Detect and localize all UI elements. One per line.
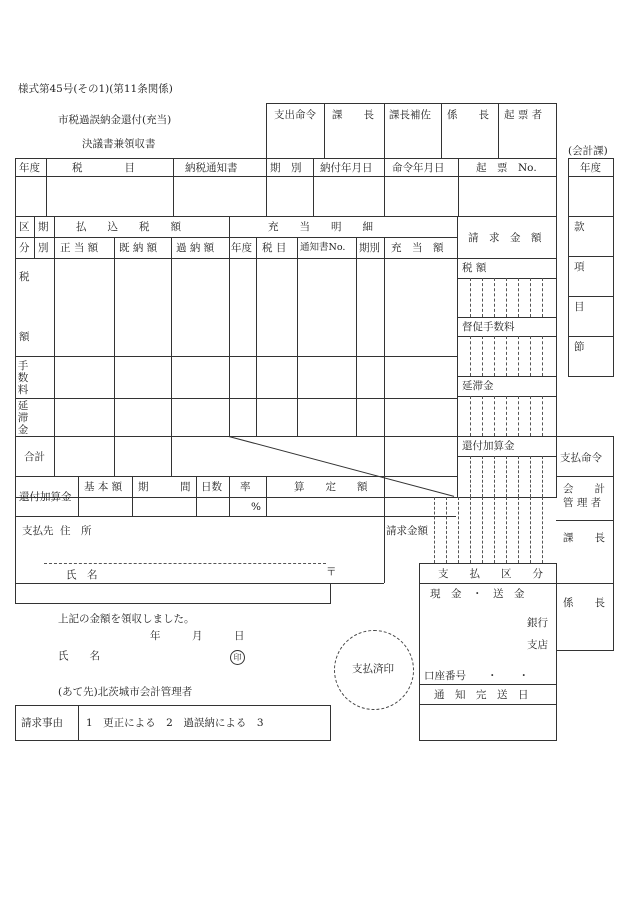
header-fiscal-year: 年度 [19,162,40,174]
notice-sent-date: 通 知 完 送 日 [434,689,529,701]
form-number: 様式第45号(その1)(第11条関係) [18,83,173,95]
right-setsu: 節 [574,341,585,353]
approval-subsection-chief: 係 長 [447,109,489,121]
accounting-manager-label: 管 理 者 [563,497,602,509]
claim-tax-amount: 税 額 [462,262,487,274]
payment-account-number: 口座番号 ・ ・ [424,670,529,682]
refund-days: 日数 [201,481,222,493]
col-term-top: 期 [38,221,49,233]
header-draft-number: 起 票 No. [476,162,537,174]
payment-bank: 銀行 [527,617,548,629]
accounting-section-label: (会計課) [568,145,608,157]
header-period: 期 別 [270,162,302,174]
col-allocation-term: 期別 [359,242,380,254]
approval-section-chief: 課 長 [332,109,374,121]
receipt-date: 年 月 日 [150,630,245,642]
header-order-date: 命令年月日 [392,162,445,174]
col-allocation-amount: 充 当 額 [391,242,444,254]
payee-address-label: 住 所 [60,525,92,537]
col-term-bottom: 別 [38,242,49,254]
refund-calculated-amount: 算 定 額 [294,481,368,493]
col-claim-amount: 請 求 金 額 [468,232,542,244]
right-fiscal-year: 年度 [580,162,601,174]
col-allocation-details: 充 当 明 細 [268,221,373,233]
header-tax-notice: 納税通知書 [185,162,238,174]
claim-refund-interest: 還付加算金 [462,440,515,452]
row-tax-top: 税 [19,271,30,283]
claim-late-charge: 延滞金 [462,380,494,392]
col-category-top: 区 [19,221,30,233]
approval-payment-order: 支出命令 [274,109,316,121]
col-paid-tax-amount: 払 込 税 額 [76,221,181,233]
row-tax-bottom: 額 [19,331,30,343]
approval-assistant-chief: 課長補佐 [389,109,431,121]
payee-label: 支払先 [22,525,54,537]
right-moku: 目 [574,301,585,313]
claim-reason-label: 請求事由 [21,717,63,729]
refund-base-amount: 基 本 額 [84,481,123,493]
claim-reminder-fee: 督促手数料 [462,321,515,333]
payment-section-chief: 課 長 [563,532,605,544]
approval-drafter: 起 票 者 [504,109,543,121]
col-overpaid-amount: 過 納 額 [176,242,215,254]
payment-order-label: 支払命令 [560,452,602,464]
receipt-statement: 上記の金額を領収しました。 [58,613,195,625]
form-title-line1: 市税過誤納金還付(充当) [58,114,172,126]
receipt-name-label: 氏 名 [58,650,100,662]
payee-name-label: 氏 名 [66,569,98,581]
refund-interest-label: 還付加算金 [19,491,72,503]
refund-rate: 率 [240,481,251,493]
payment-branch: 支店 [527,639,548,651]
col-paid-amount: 既 納 額 [119,242,158,254]
payment-category-header: 支 払 区 分 [438,568,543,580]
col-allocation-year: 年度 [231,242,252,254]
col-allocation-tax-item: 税 目 [262,242,287,254]
right-kan: 款 [574,221,585,233]
row-fee: 手数料 [17,360,29,396]
postal-mark: 〒 [326,566,337,578]
row-late-charge: 延滞金 [17,400,29,436]
col-category-bottom: 分 [19,242,30,254]
header-tax-item: 税 目 [72,162,135,174]
header-payment-date: 納付年月日 [320,162,373,174]
row-total: 合計 [24,451,45,463]
claim-reason-options: 1 更正による 2 過誤納による 3 [86,717,264,729]
refund-period: 期 間 [138,481,191,493]
receipt-addressee: (あて先)北茨城市会計管理者 [58,686,193,698]
refund-percent: % [251,501,261,513]
col-proper-amount: 正 当 額 [60,242,99,254]
form-title-line2: 決議書兼領収書 [82,138,156,150]
payment-subsection-chief: 係 長 [563,597,605,609]
payment-cash-remit: 現 金 ・ 送 金 [430,588,525,600]
col-allocation-notice-no: 通知書No. [300,242,346,253]
right-ko: 項 [574,261,585,273]
accounting-label: 会 計 [563,483,605,495]
claim-amount-label: 請求金額 [386,525,428,537]
seal-mark: 印 [230,650,245,665]
payment-stamp-label: 支払済印 [352,663,394,675]
